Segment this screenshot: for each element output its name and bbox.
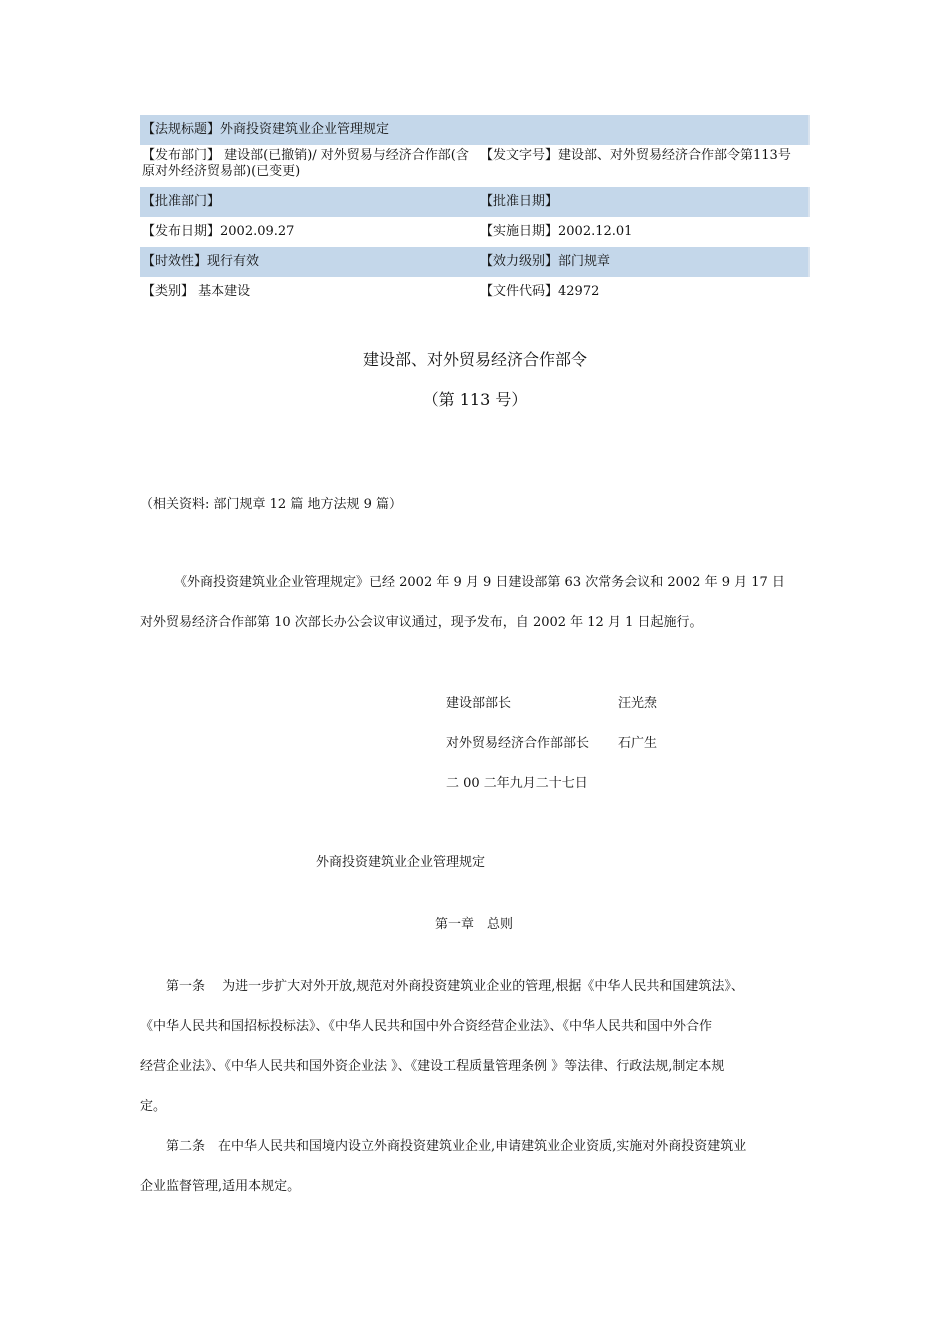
- signature-name-2: 石广生: [618, 736, 658, 751]
- article-1-line-4: 定。: [140, 1099, 167, 1114]
- signature-title-1: 建设部部长: [446, 696, 512, 711]
- meta-row-dept: [140, 145, 810, 187]
- meta-title: 【法规标题】外商投资建筑业企业管理规定: [142, 122, 390, 137]
- metadata-table: [140, 115, 810, 307]
- related-materials: （相关资料: 部门规章 12 篇 地方法规 9 篇）: [140, 497, 402, 512]
- rule-title: 外商投资建筑业企业管理规定: [316, 855, 486, 870]
- intro-line-1: 《外商投资建筑业企业管理规定》已经 2002 年 9 月 9 日建设部第 63 次常务会议和 2002 年 9 月 17 日: [174, 575, 785, 590]
- meta-row-title: [140, 115, 810, 145]
- meta-effective-date: 【实施日期】2002.12.01: [480, 224, 633, 239]
- sign-date: 二 00 二年九月二十七日: [446, 776, 588, 791]
- meta-category: 【类别】 基本建设: [142, 284, 251, 299]
- meta-validity: 【时效性】现行有效: [142, 254, 260, 269]
- meta-approve-dept: 【批准部门】: [142, 194, 221, 209]
- meta-approve-date: 【批准日期】: [480, 194, 559, 209]
- meta-row-dates: [140, 217, 810, 247]
- meta-doc-code: 【文件代码】42972: [480, 284, 600, 299]
- chapter-heading: 第一章 总则: [435, 917, 514, 932]
- meta-publish-date: 【发布日期】2002.09.27: [142, 224, 295, 239]
- meta-level: 【效力级别】部门规章: [480, 254, 611, 269]
- meta-row-validity: [140, 247, 810, 277]
- intro-line-2: 对外贸易经济合作部第 10 次部长办公会议审议通过，现予发布，自 2002 年 12 月 1 日起施行。: [140, 615, 703, 630]
- meta-row-approve: [140, 187, 810, 217]
- article-1-line-2: 《中华人民共和国招标投标法》、《中华人民共和国中外合资经营企业法》、《中华人民共和国中外合作: [140, 1019, 713, 1034]
- order-heading: 建设部、对外贸易经济合作部令: [362, 350, 587, 369]
- signature-name-1: 汪光焘: [618, 696, 658, 711]
- order-number: （第 113 号）: [422, 390, 528, 409]
- meta-docno: 【发文字号】建设部、对外贸易经济合作部令第113号: [480, 148, 791, 163]
- article-2-line-2: 企业监督管理,适用本规定。: [140, 1179, 301, 1194]
- article-1-line-3: 经营企业法》、《中华人民共和国外资企业法 》、《建设工程质量管理条例 》等法律、行政法规,制定本规: [140, 1059, 725, 1074]
- signature-title-2: 对外贸易经济合作部部长: [446, 736, 590, 751]
- meta-row-category: [140, 277, 810, 307]
- meta-dept: 【发布部门】 建设部(已撤销)/ 对外贸易与经济合作部(含原对外经济贸易部)(已变更): [142, 148, 469, 179]
- article-2-line-1: 第二条 在中华人民共和国境内设立外商投资建筑业企业,申请建筑业企业资质,实施对外商投资建筑业: [166, 1139, 747, 1154]
- article-1-line-1: 第一条 为进一步扩大对外开放,规范对外商投资建筑业企业的管理,根据《中华人民共和国建筑法》、: [166, 979, 744, 994]
